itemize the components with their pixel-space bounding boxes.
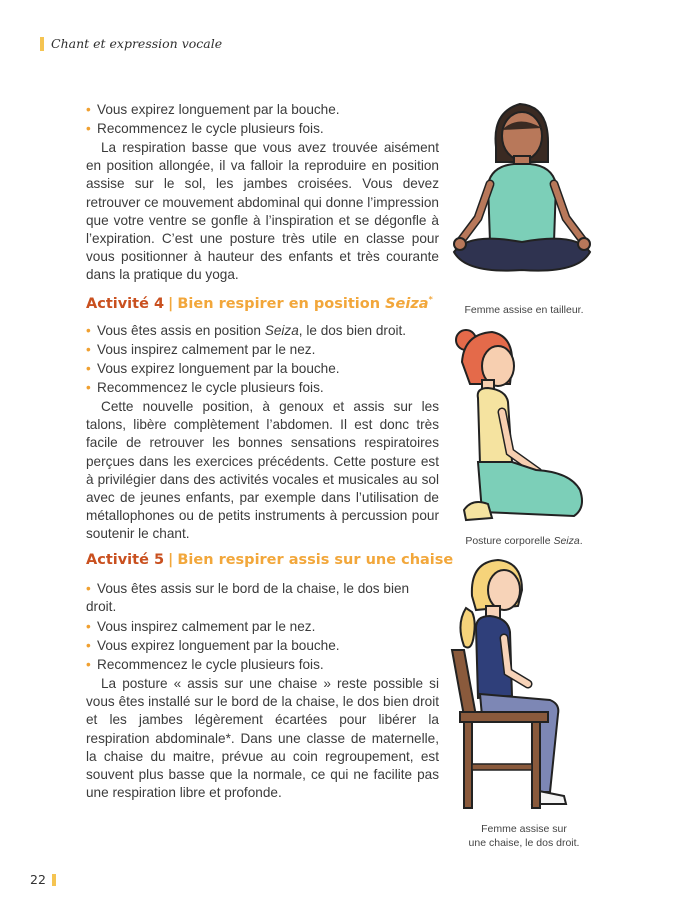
- figure-caption-2: Posture corporelle Seiza.: [465, 535, 583, 547]
- list-item: • Vous êtes assis sur le bord de la chaise, le dos bien droit.: [86, 581, 410, 615]
- bullet-icon: •: [86, 102, 91, 117]
- bullet-icon: •: [86, 323, 91, 338]
- bullet-icon: •: [86, 342, 91, 357]
- paragraph-seiza: Cette nouvelle position, à genoux et assis sur les talons, libère complètement l’abdomen. Il est donc très facile de retrouver les bonnes sensations respiratoires perçues dans les exercices précédents. Cette posture est à privilégier dans des activités vocales et musicales au sol avec de jeunes enfants, par exemple dans l’utilisation de métallophones ou de petits instruments à percussion pour soutenir le chant.: [86, 399, 439, 542]
- footer-accent-bar: [52, 874, 56, 886]
- list-item: • Vous inspirez calmement par le nez.: [86, 341, 440, 359]
- figure-caption-1: Femme assise en tailleur.: [464, 304, 584, 316]
- activity-4-heading: Activité 4 | Bien respirer en position Seiza*: [86, 295, 433, 312]
- list-item: • Vous expirez longuement par la bouche.: [86, 637, 440, 655]
- list-item: • Vous expirez longuement par la bouche.: [86, 360, 440, 378]
- paragraph-chair: La posture « assis sur une chaise » reste possible si vous êtes installé sur le bord de la chaise, le dos bien droit et les jambes légèrement écartées pour libérer la respiration abdominale*. Dans une classe de maternelle, la chaise du maitre, prévue au coin regroupement, est souvent plus basse que la normale, ce qui ne facilite pas une respiration libre et profonde.: [86, 676, 439, 801]
- bullet-icon: •: [86, 380, 91, 395]
- list-item: • Recommencez le cycle plusieurs fois.: [86, 379, 440, 397]
- bullet-icon: •: [86, 361, 91, 376]
- bullet-icon: •: [86, 121, 91, 136]
- illustration-chair-posture: [446, 554, 596, 814]
- header-accent-bar: [40, 37, 44, 51]
- bullet-icon: •: [86, 657, 91, 672]
- list-item: • Vous êtes assis en position Seiza, le dos bien droit.: [86, 322, 440, 340]
- header-title: Chant et expression vocale: [51, 36, 223, 51]
- page-footer: [30, 872, 56, 887]
- bullet-icon: •: [86, 581, 91, 596]
- list-item: • Recommencez le cycle plusieurs fois.: [86, 120, 440, 138]
- list-item: • Vous expirez longuement par la bouche.: [86, 101, 440, 119]
- illustration-seiza-posture: [452, 322, 592, 527]
- list-item: • Vous inspirez calmement par le nez.: [86, 618, 440, 636]
- illustration-cross-legged-woman: [448, 92, 598, 292]
- bullet-icon: •: [86, 619, 91, 634]
- running-header: [40, 36, 222, 51]
- bullet-icon: •: [86, 638, 91, 653]
- paragraph-intro: La respiration basse que vous avez trouvée aisément en position allongée, il va falloir la reproduire en position assise sur le sol, les jambes croisées. Vous devez retrouver ce mouvement abdominal qui donne l’impression que votre ventre se gonfle à l’inspiration et se dégonfle à l’expiration. C’est une posture très utile en classe pour vous positionner à hauteur des enfants et très courante dans la pratique du yoga.: [86, 140, 439, 283]
- figure-caption-3: Femme assise sur une chaise, le dos droit.: [468, 823, 580, 849]
- activity-5-heading: Activité 5 | Bien respirer assis sur une chaise: [86, 552, 454, 568]
- page-number: 22: [30, 872, 46, 887]
- list-item: • Recommencez le cycle plusieurs fois.: [86, 656, 440, 674]
